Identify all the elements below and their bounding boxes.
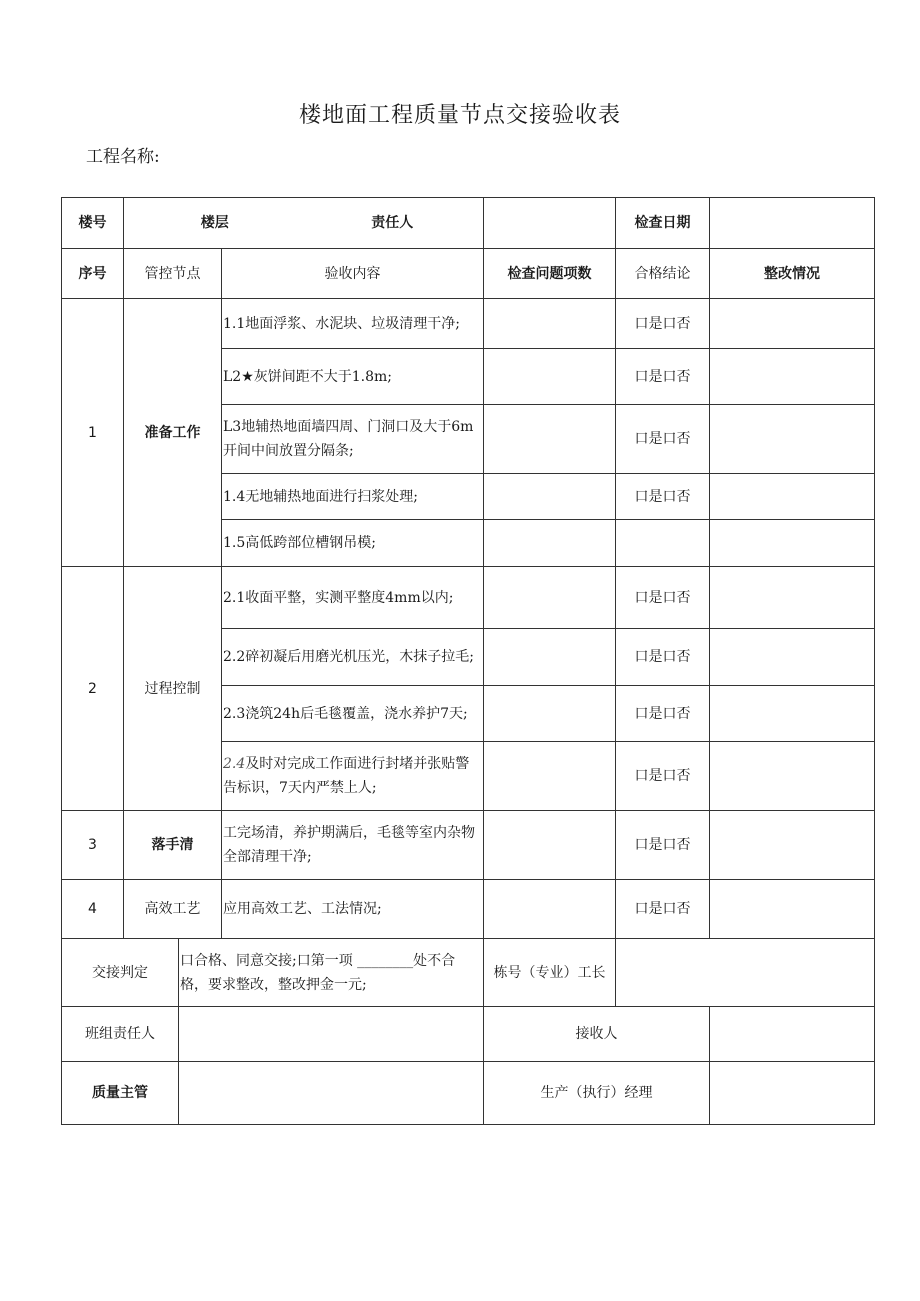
issue-count-cell[interactable] bbox=[484, 811, 616, 880]
receiver-label: 接收人 bbox=[484, 1007, 710, 1062]
rectify-cell[interactable] bbox=[710, 349, 875, 405]
handover-decision[interactable]: 口合格、同意交接;口第一项 ________处不合格，要求整改，整改押金一元; bbox=[179, 939, 484, 1007]
col-content: 验收内容 bbox=[222, 249, 484, 299]
result-checkbox[interactable]: 口是口否 bbox=[616, 629, 710, 686]
col-result: 合格结论 bbox=[616, 249, 710, 299]
item-content: 2.2碎初凝后用磨光机压光，木抹子拉毛; bbox=[222, 629, 484, 686]
item-content: 工完场清，养护期满后，毛毯等室内杂物全部清理干净; bbox=[222, 811, 484, 880]
table-row bbox=[62, 299, 875, 349]
group-node: 落手清 bbox=[124, 811, 222, 880]
rectify-cell[interactable] bbox=[710, 880, 875, 939]
item-text: 及时对完成工作面进行封堵并张贴警告标识，7天内严禁上人; bbox=[223, 756, 470, 796]
col-control-node: 管控节点 bbox=[124, 249, 222, 299]
result-checkbox[interactable]: 口是口否 bbox=[616, 686, 710, 742]
issue-count-cell[interactable] bbox=[484, 629, 616, 686]
floor-label: 楼层 bbox=[200, 215, 229, 231]
check-date-label: 检查日期 bbox=[616, 198, 710, 249]
item-content: 应用高效工艺、工法情况; bbox=[222, 880, 484, 939]
table-row bbox=[62, 880, 875, 939]
item-content: 1.1地面浮浆、水泥块、垃圾清理干净; bbox=[222, 299, 484, 349]
col-rectify: 整改情况 bbox=[710, 249, 875, 299]
team-leader-signature[interactable] bbox=[179, 1007, 484, 1062]
header-row bbox=[62, 198, 875, 249]
result-checkbox[interactable]: 口是口否 bbox=[616, 567, 710, 629]
issue-count-cell[interactable] bbox=[484, 474, 616, 520]
issue-count-cell[interactable] bbox=[484, 567, 616, 629]
handover-row bbox=[62, 939, 875, 1007]
building-no-label: 楼号 bbox=[62, 198, 124, 249]
group-seq: 4 bbox=[62, 880, 124, 939]
item-content: 1.5高低跨部位槽钢吊模; bbox=[222, 520, 484, 567]
group-node: 高效工艺 bbox=[124, 880, 222, 939]
result-checkbox[interactable]: 口是口否 bbox=[616, 349, 710, 405]
issue-count-cell[interactable] bbox=[484, 405, 616, 474]
result-checkbox[interactable]: 口是口否 bbox=[616, 742, 710, 811]
column-header-row bbox=[62, 249, 875, 299]
result-checkbox[interactable]: 口是口否 bbox=[616, 474, 710, 520]
rectify-cell[interactable] bbox=[710, 567, 875, 629]
col-seq: 序号 bbox=[62, 249, 124, 299]
group-seq: 1 bbox=[62, 299, 124, 567]
signature-row bbox=[62, 1007, 875, 1062]
handover-label: 交接判定 bbox=[62, 939, 179, 1007]
table-row bbox=[62, 567, 875, 629]
page-title: 楼地面工程质量节点交接验收表 bbox=[298, 103, 621, 128]
rectify-cell[interactable] bbox=[710, 811, 875, 880]
result-checkbox[interactable]: 口是口否 bbox=[616, 405, 710, 474]
signature-row bbox=[62, 1062, 875, 1125]
issue-count-cell[interactable] bbox=[484, 686, 616, 742]
foreman-signature[interactable] bbox=[616, 939, 875, 1007]
result-checkbox[interactable]: 口是口否 bbox=[616, 880, 710, 939]
item-content: 2.3浇筑24h后毛毯覆盖，浇水养护7天; bbox=[222, 686, 484, 742]
rectify-cell[interactable] bbox=[710, 629, 875, 686]
rectify-cell[interactable] bbox=[710, 405, 875, 474]
floor-responsible-cell bbox=[124, 198, 484, 249]
rectify-cell[interactable] bbox=[710, 686, 875, 742]
table-row bbox=[62, 811, 875, 880]
rectify-cell[interactable] bbox=[710, 520, 875, 567]
team-leader-label: 班组责任人 bbox=[62, 1007, 179, 1062]
col-issue-count: 检查问题项数 bbox=[484, 249, 616, 299]
foreman-label: 栋号（专业）工长 bbox=[484, 939, 616, 1007]
responsible-label: 责任人 bbox=[371, 215, 414, 231]
group-node: 准备工作 bbox=[124, 299, 222, 567]
quality-manager-signature[interactable] bbox=[179, 1062, 484, 1125]
quality-manager-label: 质量主管 bbox=[62, 1062, 179, 1125]
project-name-label: 工程名称: bbox=[86, 147, 160, 167]
receiver-signature[interactable] bbox=[710, 1007, 875, 1062]
rectify-cell[interactable] bbox=[710, 742, 875, 811]
issue-count-cell[interactable] bbox=[484, 742, 616, 811]
group-seq: 3 bbox=[62, 811, 124, 880]
item-content bbox=[222, 742, 484, 811]
item-content: L3地辅热地面墙四周、门洞口及大于6m开间中间放置分隔条; bbox=[222, 405, 484, 474]
production-manager-signature[interactable] bbox=[710, 1062, 875, 1125]
item-content: 2.1收面平整，实测平整度4mm以内; bbox=[222, 567, 484, 629]
item-content: 1.4无地辅热地面进行扫浆处理; bbox=[222, 474, 484, 520]
responsible-value[interactable] bbox=[484, 198, 616, 249]
issue-count-cell[interactable] bbox=[484, 520, 616, 567]
issue-count-cell[interactable] bbox=[484, 880, 616, 939]
group-node: 过程控制 bbox=[124, 567, 222, 811]
rectify-cell[interactable] bbox=[710, 474, 875, 520]
item-content: L2★灰饼间距不大于1.8m; bbox=[222, 349, 484, 405]
item-number: 2.4 bbox=[223, 756, 246, 772]
rectify-cell[interactable] bbox=[710, 299, 875, 349]
check-date-value[interactable] bbox=[710, 198, 875, 249]
result-checkbox[interactable] bbox=[616, 520, 710, 567]
production-manager-label: 生产（执行）经理 bbox=[484, 1062, 710, 1125]
issue-count-cell[interactable] bbox=[484, 299, 616, 349]
group-seq: 2 bbox=[62, 567, 124, 811]
issue-count-cell[interactable] bbox=[484, 349, 616, 405]
result-checkbox[interactable]: 口是口否 bbox=[616, 811, 710, 880]
result-checkbox[interactable]: 口是口否 bbox=[616, 299, 710, 349]
acceptance-table bbox=[61, 197, 875, 1125]
